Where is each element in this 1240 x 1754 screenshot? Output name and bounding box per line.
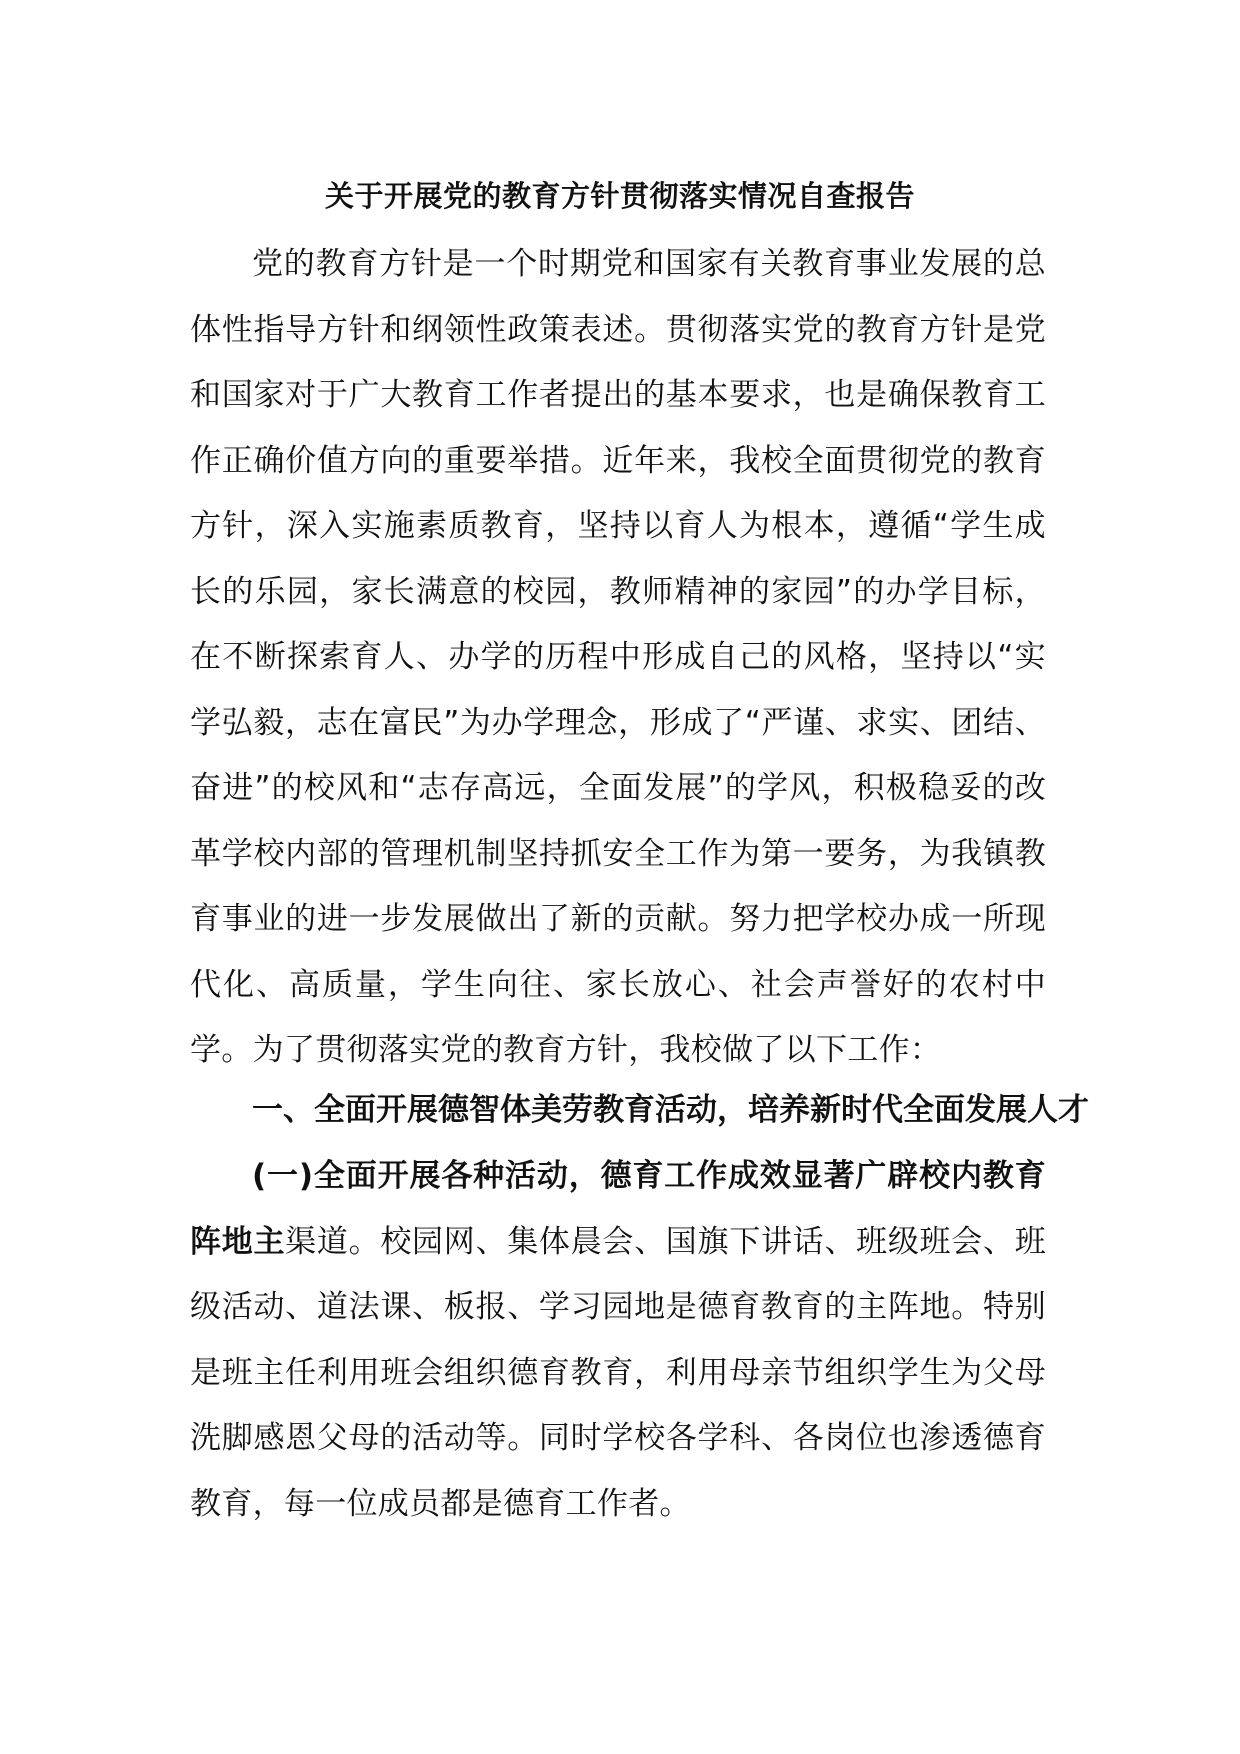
section-heading-1: 一、全面开展德智体美劳教育活动，培养新时代全面发展人才	[252, 1092, 1089, 1128]
subsection-heading-1: (一)全面开展各种活动，德育工作成效显著广辟校内教育阵地主	[190, 1158, 1046, 1260]
document-title: 关于开展党的教育方针贯彻落实情况自查报告	[324, 179, 915, 213]
subsection-body-text-1: 渠道。校园网、集体晨会、国旗下讲话、班级班会、班级活动、道法课、板报、学习园地是德育教育的主阵地。特别是班主任利用班会组织德育教育，利用母亲节组织学生为父母洗脚感恩父母的活动等。同时学校各学科、各岗位也渗透德育教育，每一位成员都是德育工作者。	[190, 1223, 1046, 1522]
intro-paragraph: 党的教育方针是一个时期党和国家有关教育事业发展的总体性指导方针和纲领性政策表述。贯彻落实党的教育方针是党和国家对于广大教育工作者提出的基本要求，也是确保教育工作正确价值方向的重要举措。近年来，我校全面贯彻党的教育方针，深入实施素质教育，坚持以育人为根本，遵循“学生成长的乐园，家长满意的校园，教师精神的家园”的办学目标，在不断探索育人、办学的历程中形成自己的风格，坚持以“实学弘毅，志在富民”为办学理念，形成了“严谨、求实、团结、奋进”的校风和“志存高远，全面发展”的学风，积极稳妥的改革学校内部的管理机制坚持抓安全工作为第一要务，为我镇教育事业的进一步发展做出了新的贡献。努力把学校办成一所现代化、高质量，学生向往、家长放心、社会声誉好的农村中学。为了贯彻落实党的教育方针，我校做了以下工作：	[190, 246, 1046, 1068]
subsection-paragraph-1	[190, 1144, 1046, 1537]
